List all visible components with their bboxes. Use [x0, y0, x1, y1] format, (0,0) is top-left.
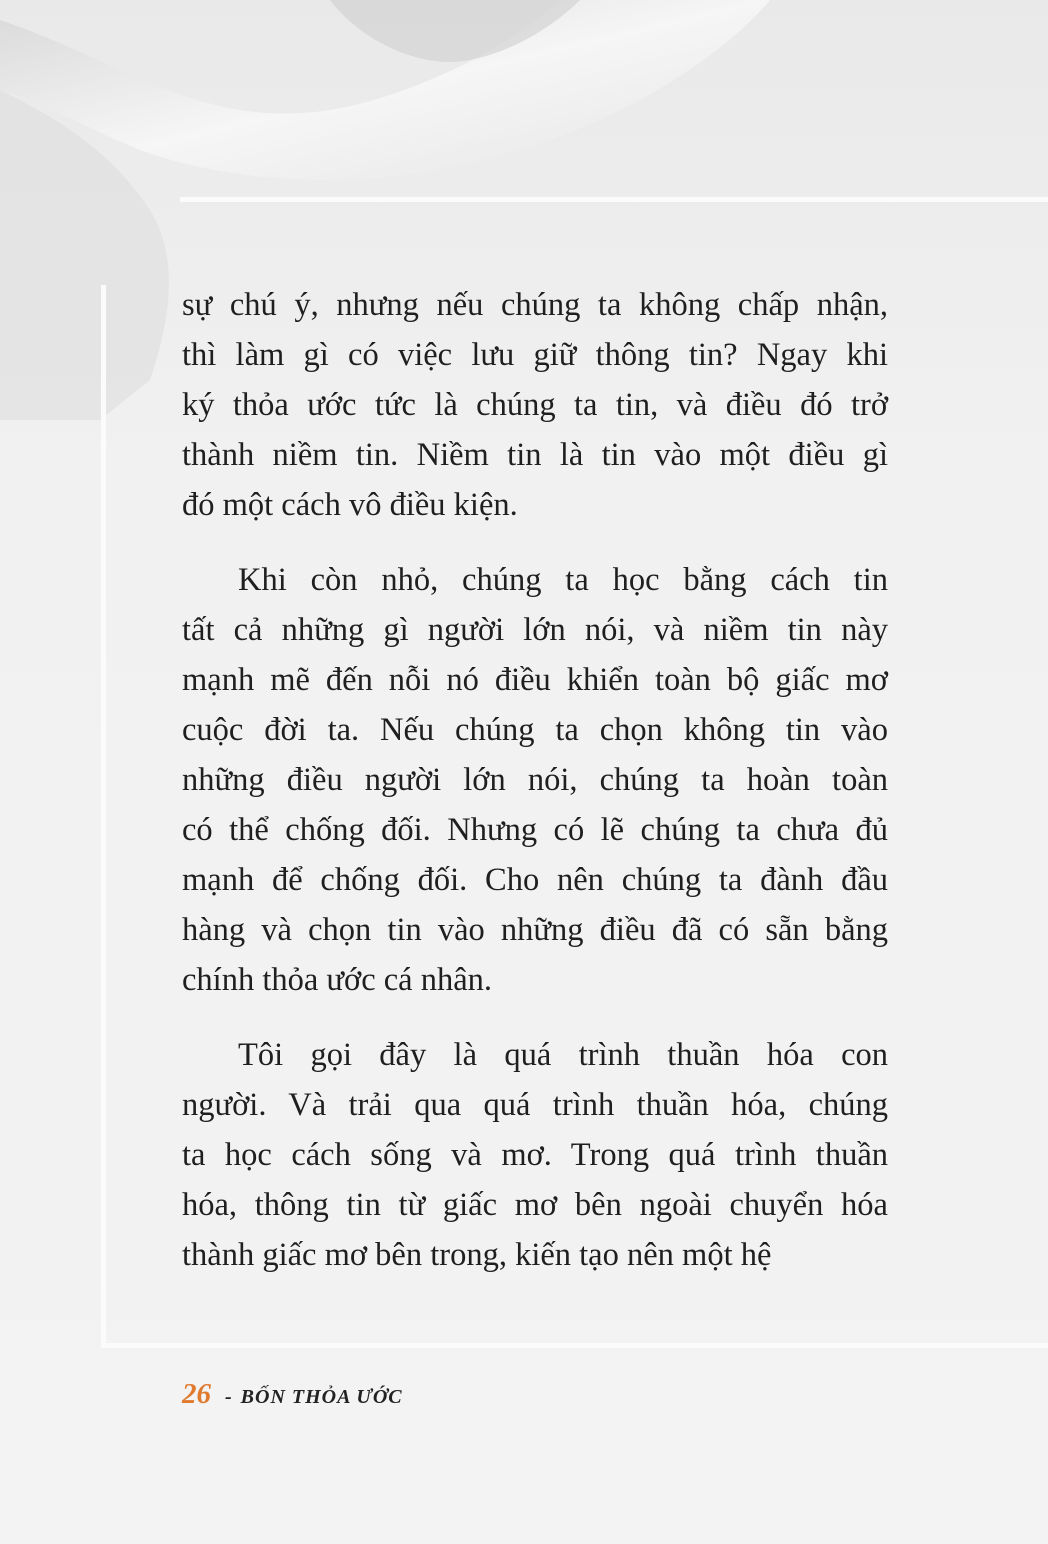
- paragraph: [182, 280, 888, 530]
- text-line: chính thỏa ước cá nhân.: [182, 962, 493, 998]
- paragraph: [182, 1030, 888, 1280]
- text-line: đó một cách vô điều kiện.: [182, 487, 518, 523]
- paragraph: [182, 555, 888, 1005]
- frame-line-bottom: [101, 1343, 1048, 1348]
- text-line: Khi còn nhỏ, chúng ta học bằng cách tin: [238, 562, 888, 598]
- page-number: 26: [182, 1378, 211, 1410]
- text-line: cuộc đời ta. Nếu chúng ta chọn không tin vào: [182, 712, 888, 748]
- text-line: tất cả những gì người lớn nói, và niềm tin này: [182, 612, 888, 648]
- text-line: hóa, thông tin từ giấc mơ bên ngoài chuyển hóa: [182, 1187, 888, 1223]
- text-line: thành giấc mơ bên trong, kiến tạo nên một hệ: [182, 1237, 772, 1273]
- text-line: người. Và trải qua quá trình thuần hóa, chúng: [182, 1087, 888, 1123]
- page-footer: [182, 1378, 403, 1411]
- body-text: [182, 280, 888, 1305]
- text-line: Tôi gọi đây là quá trình thuần hóa con: [238, 1037, 888, 1073]
- text-line: mạnh để chống đối. Cho nên chúng ta đành đầu: [182, 862, 888, 898]
- text-line: ta học cách sống và mơ. Trong quá trình thuần: [182, 1137, 888, 1173]
- footer-separator: -: [225, 1386, 233, 1408]
- frame-line-left: [101, 285, 106, 1347]
- text-line: ký thỏa ước tức là chúng ta tin, và điều đó trở: [182, 387, 888, 423]
- text-line: hàng và chọn tin vào những điều đã có sẵn bằng: [182, 912, 888, 948]
- book-title: BỐN THỎA ƯỚC: [240, 1386, 403, 1408]
- text-line: có thể chống đối. Nhưng có lẽ chúng ta chưa đủ: [182, 812, 888, 848]
- text-line: thành niềm tin. Niềm tin là tin vào một điều gì: [182, 437, 888, 473]
- frame-line-top: [180, 197, 1048, 202]
- text-line: mạnh mẽ đến nỗi nó điều khiển toàn bộ giấc mơ: [182, 662, 888, 698]
- text-line: sự chú ý, nhưng nếu chúng ta không chấp nhận,: [182, 287, 888, 323]
- text-line: những điều người lớn nói, chúng ta hoàn toàn: [182, 762, 888, 798]
- text-line: thì làm gì có việc lưu giữ thông tin? Ngay khi: [182, 337, 888, 373]
